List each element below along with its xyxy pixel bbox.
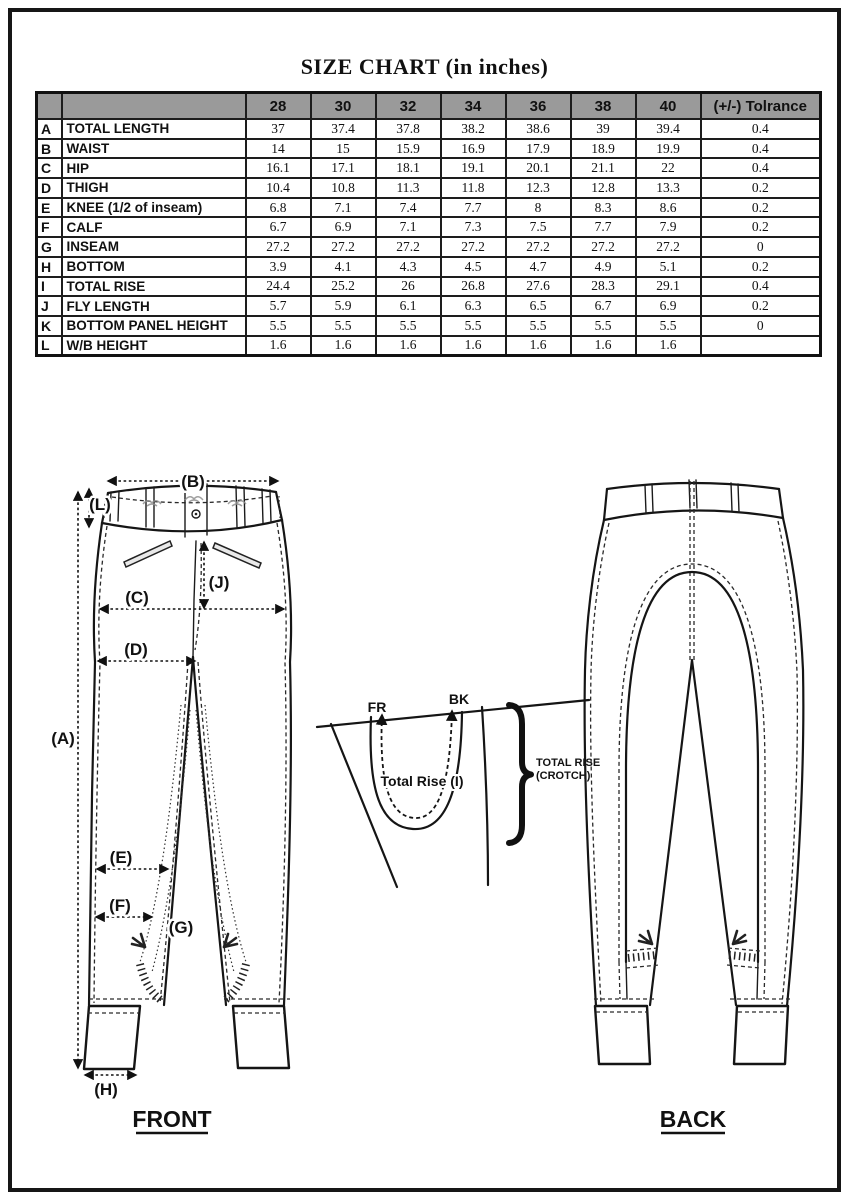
size-column-header: 40	[636, 93, 701, 120]
measurement-value: 13.3	[636, 178, 701, 198]
measurement-value: 0	[701, 316, 821, 336]
garment-diagram	[0, 440, 849, 1140]
row-label: HIP	[62, 158, 246, 178]
page-title: SIZE CHART (in inches)	[300, 54, 549, 79]
crotch-detail	[317, 691, 600, 887]
measurement-value: 6.1	[376, 296, 441, 316]
size-column-header: 38	[571, 93, 636, 120]
measurement-value: 4.7	[506, 257, 571, 277]
measurement-value: 10.8	[311, 178, 376, 198]
dim-label-l: (L)	[89, 495, 111, 514]
measurement-value: 19.1	[441, 158, 506, 178]
measurement-value: 4.3	[376, 257, 441, 277]
measurement-value: 26.8	[441, 277, 506, 297]
size-column-header: 32	[376, 93, 441, 120]
measurement-value: 38.2	[441, 119, 506, 139]
knee-band	[626, 948, 760, 968]
measurement-value: 27.2	[376, 237, 441, 257]
row-key: E	[37, 198, 62, 218]
pocket-right	[213, 543, 261, 568]
measurement-value: 12.8	[571, 178, 636, 198]
measurement-value: 0.4	[701, 139, 821, 159]
row-label: WAIST	[62, 139, 246, 159]
measurement-value: 27.2	[636, 237, 701, 257]
back-view-label: BACK	[659, 1106, 727, 1132]
measurement-value: 4.1	[311, 257, 376, 277]
back-view	[585, 480, 804, 1133]
table-row	[37, 198, 821, 218]
measurement-value: 7.3	[441, 217, 506, 237]
measurement-value: 28.3	[571, 277, 636, 297]
row-key: C	[37, 158, 62, 178]
measurement-value: 27.2	[246, 237, 311, 257]
measurement-value: 7.1	[376, 217, 441, 237]
size-column-header: 36	[506, 93, 571, 120]
measurement-value: 39	[571, 119, 636, 139]
row-key: H	[37, 257, 62, 277]
size-column-header: (+/-) Tolrance	[701, 93, 821, 120]
measurement-value: 37.8	[376, 119, 441, 139]
measurement-value: 38.6	[506, 119, 571, 139]
measurement-value: 0.2	[701, 296, 821, 316]
measurement-value: 0.2	[701, 257, 821, 277]
table-row	[37, 336, 821, 356]
measurement-value: 6.7	[571, 296, 636, 316]
measurement-value: 5.5	[246, 316, 311, 336]
size-column-header: 28	[246, 93, 311, 120]
measurement-value: 0	[701, 237, 821, 257]
measurement-value: 0.4	[701, 158, 821, 178]
pocket-left	[124, 541, 172, 567]
size-table	[35, 91, 822, 357]
measurement-value: 15.9	[376, 139, 441, 159]
size-table-body	[37, 119, 821, 356]
measurement-value: 21.1	[571, 158, 636, 178]
measurement-value: 5.9	[311, 296, 376, 316]
measurement-value: 39.4	[636, 119, 701, 139]
measurement-value: 11.3	[376, 178, 441, 198]
size-column-header: 30	[311, 93, 376, 120]
measurement-value: 1.6	[376, 336, 441, 356]
measurement-value: 1.6	[571, 336, 636, 356]
measurement-value: 27.2	[571, 237, 636, 257]
measurement-value: 19.9	[636, 139, 701, 159]
table-row	[37, 178, 821, 198]
table-row	[37, 316, 821, 336]
measurement-value: 5.7	[246, 296, 311, 316]
measurement-arrows-front	[78, 481, 284, 1075]
measurement-value: 27.6	[506, 277, 571, 297]
measurement-value: 7.4	[376, 198, 441, 218]
dim-label-g: (G)	[168, 918, 194, 937]
measurement-value: 16.9	[441, 139, 506, 159]
bottom-panel-left	[595, 1006, 650, 1064]
measurement-value: 29.1	[636, 277, 701, 297]
measurement-value: 8.6	[636, 198, 701, 218]
row-label: BOTTOM	[62, 257, 246, 277]
table-row	[37, 296, 821, 316]
brace-icon	[509, 705, 531, 843]
measurement-value: 22	[636, 158, 701, 178]
table-row	[37, 257, 821, 277]
measurement-value: 5.5	[376, 316, 441, 336]
measurement-value: 18.1	[376, 158, 441, 178]
measurement-value: 7.7	[571, 217, 636, 237]
table-row	[37, 217, 821, 237]
bottom-panel-right	[233, 1006, 289, 1068]
measurement-value: 5.5	[571, 316, 636, 336]
row-key: G	[37, 237, 62, 257]
measurement-value: 11.8	[441, 178, 506, 198]
dim-label-j: (J)	[208, 573, 230, 592]
measurement-value: 4.9	[571, 257, 636, 277]
measurement-value: 6.7	[246, 217, 311, 237]
measurement-value: 6.5	[506, 296, 571, 316]
size-column-header: 34	[441, 93, 506, 120]
dim-label-f: (F)	[109, 896, 131, 915]
dim-label-e: (E)	[109, 848, 133, 867]
measurement-value: 1.6	[311, 336, 376, 356]
row-key: J	[37, 296, 62, 316]
measurement-value: 27.2	[441, 237, 506, 257]
table-row	[37, 237, 821, 257]
measurement-value: 6.9	[636, 296, 701, 316]
table-row	[37, 277, 821, 297]
header-row	[37, 93, 821, 120]
row-label: CALF	[62, 217, 246, 237]
measurement-value: 6.3	[441, 296, 506, 316]
measurement-value: 27.2	[506, 237, 571, 257]
measurement-value: 5.5	[636, 316, 701, 336]
measurement-value: 7.5	[506, 217, 571, 237]
dim-label-c: (C)	[125, 588, 149, 607]
row-key: A	[37, 119, 62, 139]
measurement-value: 5.5	[506, 316, 571, 336]
measurement-value: 37	[246, 119, 311, 139]
measurement-value: 20.1	[506, 158, 571, 178]
dim-label-h: (H)	[94, 1080, 118, 1099]
measurement-value: 14	[246, 139, 311, 159]
dim-label-a: (A)	[51, 729, 75, 748]
measurement-value: 15	[311, 139, 376, 159]
total-rise-path	[382, 711, 452, 818]
measurement-value: 0.4	[701, 119, 821, 139]
row-key: B	[37, 139, 62, 159]
row-label: THIGH	[62, 178, 246, 198]
measurement-value: 4.5	[441, 257, 506, 277]
dim-label-d: (D)	[124, 640, 148, 659]
measurement-value: 8.3	[571, 198, 636, 218]
measurement-value: 37.4	[311, 119, 376, 139]
row-label: W/B HEIGHT	[62, 336, 246, 356]
total-rise-callout-line2: (CROTCH)	[536, 770, 591, 782]
measurement-value: 7.9	[636, 217, 701, 237]
measurement-value: 5.1	[636, 257, 701, 277]
measurement-value: 27.2	[311, 237, 376, 257]
measurement-value: 1.6	[246, 336, 311, 356]
measurement-value: 0.2	[701, 178, 821, 198]
dim-label-b: (B)	[181, 472, 205, 491]
measurement-value: 10.4	[246, 178, 311, 198]
bk-label: BK	[448, 691, 470, 707]
measurement-value: 12.3	[506, 178, 571, 198]
measurement-value: 1.6	[441, 336, 506, 356]
measurement-value: 7.1	[311, 198, 376, 218]
measurement-value: 3.9	[246, 257, 311, 277]
row-key: D	[37, 178, 62, 198]
table-row	[37, 139, 821, 159]
measurement-value: 0.4	[701, 277, 821, 297]
eagle-emblem	[143, 497, 246, 506]
measurement-value: 7.7	[441, 198, 506, 218]
corner-cell	[62, 93, 246, 120]
row-key: L	[37, 336, 62, 356]
row-label: TOTAL LENGTH	[62, 119, 246, 139]
fr-label: FR	[367, 699, 387, 715]
table-row	[37, 119, 821, 139]
row-label: FLY LENGTH	[62, 296, 246, 316]
measurement-value: 0.2	[701, 217, 821, 237]
measurement-value: 25.2	[311, 277, 376, 297]
front-view-label: FRONT	[132, 1106, 212, 1132]
row-key: K	[37, 316, 62, 336]
knee-patch	[140, 705, 246, 1000]
measurement-value: 16.1	[246, 158, 311, 178]
corner-cell	[37, 93, 62, 120]
size-table-container	[35, 91, 820, 357]
measurement-value: 8	[506, 198, 571, 218]
row-label: TOTAL RISE	[62, 277, 246, 297]
measurement-value: 5.5	[311, 316, 376, 336]
row-label: KNEE (1/2 of inseam)	[62, 198, 246, 218]
measurement-value: 6.8	[246, 198, 311, 218]
measurement-value: 5.5	[441, 316, 506, 336]
bottom-panel-right	[734, 1006, 788, 1064]
row-label: INSEAM	[62, 237, 246, 257]
measurement-value: 17.1	[311, 158, 376, 178]
total-rise-inner-label: Total Rise (I)	[380, 773, 464, 789]
measurement-value: 1.6	[506, 336, 571, 356]
front-view	[51, 472, 291, 1133]
measurement-value: 26	[376, 277, 441, 297]
bottom-panel-left	[84, 1006, 140, 1069]
row-key: F	[37, 217, 62, 237]
row-label: BOTTOM PANEL HEIGHT	[62, 316, 246, 336]
table-row	[37, 158, 821, 178]
total-rise-callout-line1: TOTAL RISE	[536, 757, 601, 769]
measurement-value: 0.2	[701, 198, 821, 218]
patch-arrow-icon	[639, 931, 746, 944]
measurement-value: 24.4	[246, 277, 311, 297]
measurement-value: 1.6	[636, 336, 701, 356]
measurement-value: 6.9	[311, 217, 376, 237]
measurement-value: 18.9	[571, 139, 636, 159]
seat-panel	[626, 572, 758, 962]
measurement-value: 17.9	[506, 139, 571, 159]
measurement-value	[701, 336, 821, 356]
row-key: I	[37, 277, 62, 297]
